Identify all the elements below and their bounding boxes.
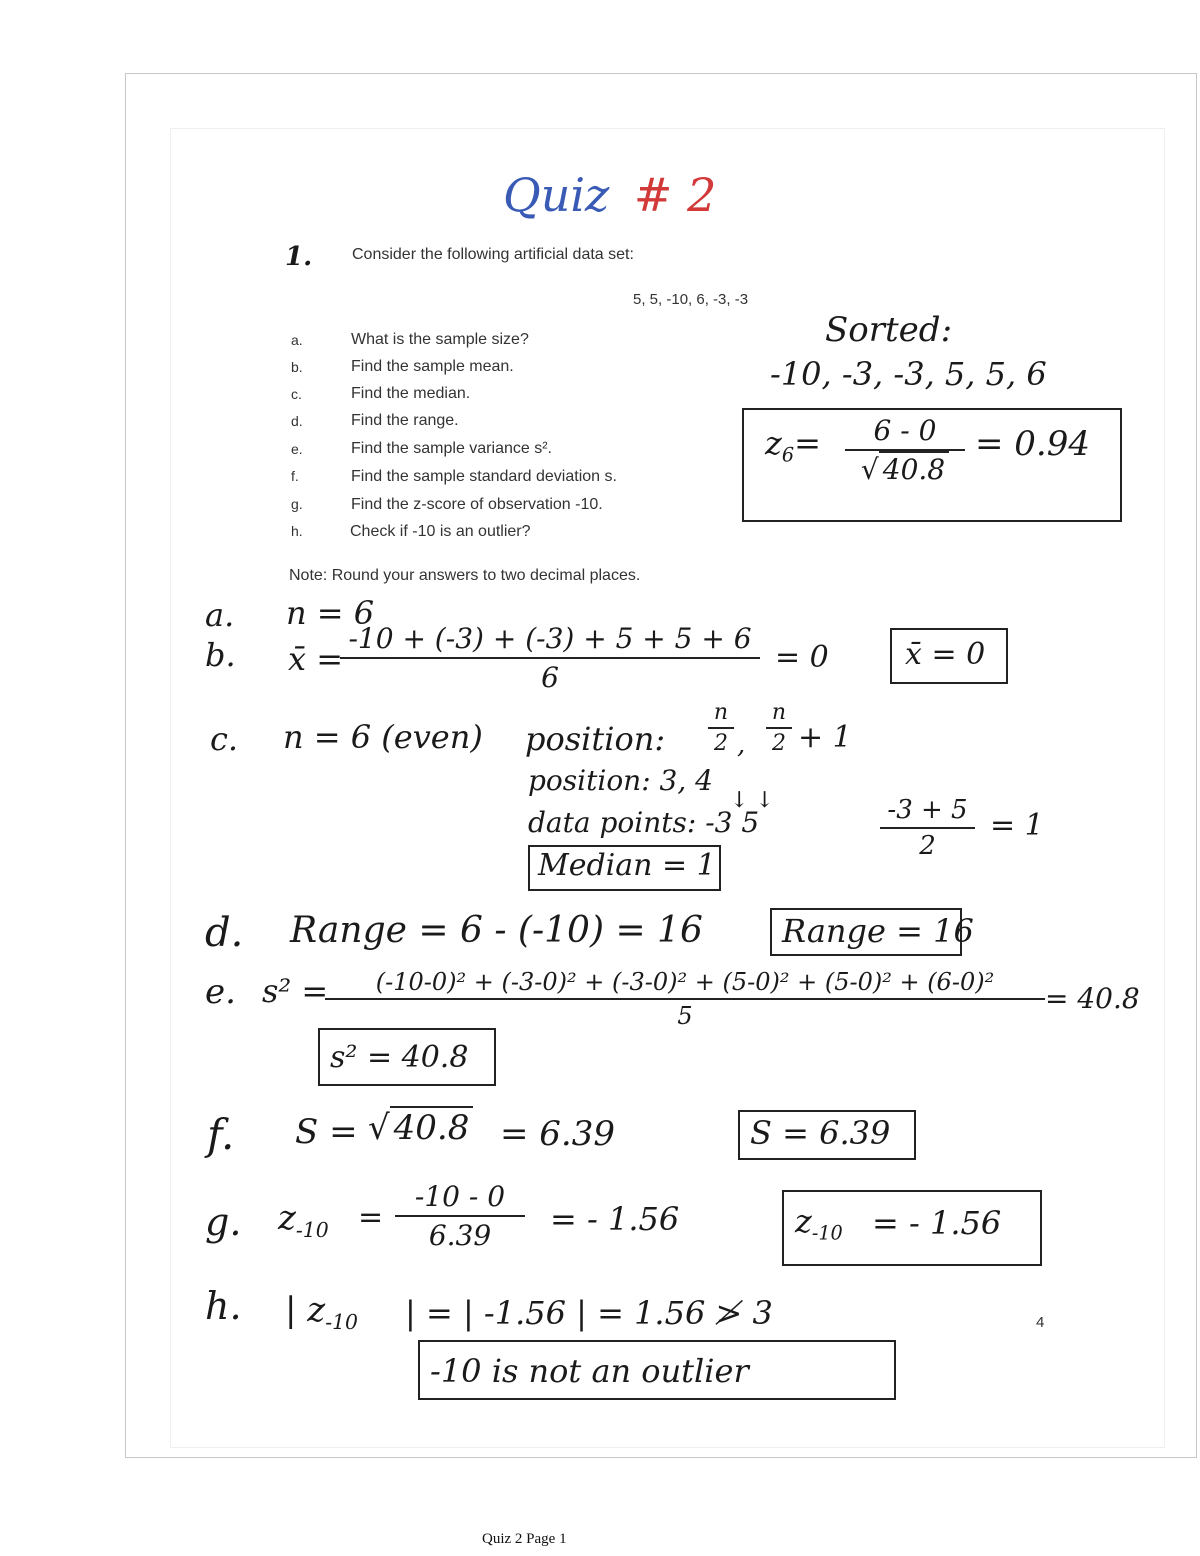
zscore-boxed-subscript: -10: [811, 1221, 843, 1245]
answer-d-text: Range = 6 - (-10) = 16: [290, 910, 703, 951]
part-text: Find the range.: [351, 412, 459, 429]
part-text: What is the sample size?: [351, 331, 529, 348]
z6-letter: z: [765, 424, 782, 462]
answer-g-numerator: -10 - 0: [414, 1180, 506, 1213]
part-letter: h.: [291, 523, 303, 539]
zscore-boxed-value: = - 1.56: [872, 1204, 1002, 1242]
problem-intro: Consider the following artificial data set:: [352, 246, 634, 263]
answer-c-text: n = 6 (even): [283, 718, 483, 756]
position-fraction-1: [708, 700, 734, 756]
answer-g-fraction: [395, 1180, 525, 1252]
answer-b-denominator: 6: [541, 661, 559, 694]
position-plus-one: + 1: [798, 720, 852, 755]
median-calc-result: = 1: [990, 808, 1044, 843]
part-letter: f.: [291, 468, 299, 484]
z6-result: = 0.94: [975, 424, 1090, 464]
position-fraction-2-den: 2: [772, 731, 786, 756]
part-letter: e.: [291, 441, 303, 457]
zscore-boxed-label: [795, 1202, 843, 1244]
answer-g-lhs: [278, 1198, 329, 1242]
answer-c-data-points: data points: -3 5: [528, 806, 760, 839]
answer-h-subscript: -10: [325, 1309, 359, 1334]
data-set: 5, 5, -10, 6, -3, -3: [633, 291, 749, 308]
answer-g-eq: =: [358, 1200, 384, 1235]
quiz-title: [503, 168, 716, 222]
answer-c-arrows: ↓ ↓: [730, 788, 774, 813]
answer-b-letter: b.: [205, 636, 236, 674]
position-fraction-2-bar: [766, 727, 792, 729]
answer-e-letter: e.: [205, 972, 236, 1012]
range-boxed: Range = 16: [782, 912, 974, 950]
answer-g-letter: g.: [205, 1200, 242, 1244]
answer-b-lhs: x̄ =: [288, 640, 344, 678]
part-letter: d.: [291, 413, 303, 429]
part-text: Find the median.: [351, 385, 471, 402]
answer-g-denominator: 6.39: [428, 1219, 492, 1252]
quiz-number: # 2: [633, 168, 717, 222]
sorted-values: -10, -3, -3, 5, 5, 6: [770, 355, 1047, 393]
z6-radicand: 40.8: [879, 451, 949, 486]
z6-fraction: [845, 414, 965, 486]
answer-f-result: = 6.39: [500, 1114, 615, 1154]
page-number: 4: [1036, 1314, 1045, 1331]
median-boxed: Median = 1: [538, 848, 716, 883]
z6-subscript: 6: [781, 443, 795, 467]
sorted-label: Sorted:: [825, 310, 953, 350]
answer-e-denominator: 5: [677, 1002, 693, 1030]
part-text: Find the z-score of observation -10.: [351, 496, 603, 513]
answer-h-letter: h.: [205, 1284, 242, 1328]
answer-b-numerator: -10 + (-3) + (-3) + 5 + 5 + 6: [348, 622, 752, 655]
position-fraction-1-bar: [708, 727, 734, 729]
position-fraction-2-num: n: [771, 700, 787, 725]
answer-g-subscript: -10: [295, 1217, 329, 1242]
part-text: Check if -10 is an outlier?: [350, 523, 531, 540]
part-letter: c.: [291, 386, 302, 402]
answer-g-fraction-bar: [395, 1215, 525, 1217]
footer: Quiz 2 Page 1: [482, 1531, 567, 1547]
answer-b-result: = 0: [775, 640, 829, 675]
answer-e-fraction: [325, 968, 1045, 1030]
z6-denominator: √ 40.8: [861, 453, 949, 486]
answer-e-result: = 40.8: [1045, 982, 1140, 1015]
part-letter: b.: [291, 359, 303, 375]
answer-e-fraction-bar: [325, 998, 1045, 1000]
sd-boxed: S = 6.39: [750, 1114, 891, 1152]
answer-g-z: z: [278, 1198, 296, 1238]
answer-f-radicand: 40.8: [390, 1106, 474, 1148]
z6-numerator: 6 - 0: [873, 414, 937, 447]
zscore-boxed-z: z: [795, 1202, 812, 1240]
median-calc-fraction: [880, 795, 975, 861]
outlier-boxed: -10 is not an outlier: [430, 1352, 749, 1390]
position-fraction-2: [766, 700, 792, 756]
answer-f-sqrt: √ 40.8: [368, 1108, 473, 1148]
answer-a-text: n = 6: [286, 594, 375, 632]
part-text: Find the sample standard deviation s.: [351, 468, 617, 485]
median-calc-denominator: 2: [919, 831, 936, 861]
part-text: Find the sample variance s².: [351, 440, 552, 457]
median-calc-bar: [880, 827, 975, 829]
position-comma: ,: [737, 730, 746, 760]
part-text: Find the sample mean.: [351, 358, 514, 375]
answer-f-letter: f.: [207, 1110, 235, 1159]
variance-boxed: s² = 40.8: [330, 1040, 469, 1075]
part-letter: g.: [291, 496, 303, 512]
answer-h-lhs: [285, 1290, 358, 1334]
position-fraction-1-den: 2: [714, 731, 728, 756]
answer-b-fraction-bar: [340, 657, 760, 659]
answer-b-fraction: [340, 622, 760, 694]
quiz-word: Quiz: [503, 168, 610, 222]
median-calc-numerator: -3 + 5: [887, 795, 968, 825]
answer-a-letter: a.: [205, 596, 235, 634]
answer-h-abs-z: | z: [285, 1290, 326, 1330]
answer-f-lhs: S =: [295, 1112, 358, 1152]
position-fraction-1-num: n: [713, 700, 729, 725]
answer-c-position2: position: 3, 4: [528, 764, 713, 797]
answer-c-position-label: position:: [525, 720, 666, 758]
problem-number: 1.: [285, 242, 313, 272]
note: Note: Round your answers to two decimal places.: [289, 567, 641, 584]
answer-h-rest: | = | -1.56 | = 1.56 ≯ 3: [405, 1294, 773, 1332]
answer-e-lhs: s² =: [262, 972, 329, 1010]
answer-b-boxed: x̄ = 0: [905, 637, 986, 672]
answer-d-letter: d.: [205, 910, 244, 956]
answer-e-numerator: (-10-0)² + (-3-0)² + (-3-0)² + (5-0)² + (5-0)² + (6-0)²: [375, 968, 995, 996]
part-letter: a.: [291, 332, 303, 348]
answer-g-result: = - 1.56: [550, 1200, 680, 1238]
z6-equals: =: [794, 424, 821, 462]
answer-c-letter: c.: [210, 720, 239, 758]
z6-label: [765, 424, 821, 466]
